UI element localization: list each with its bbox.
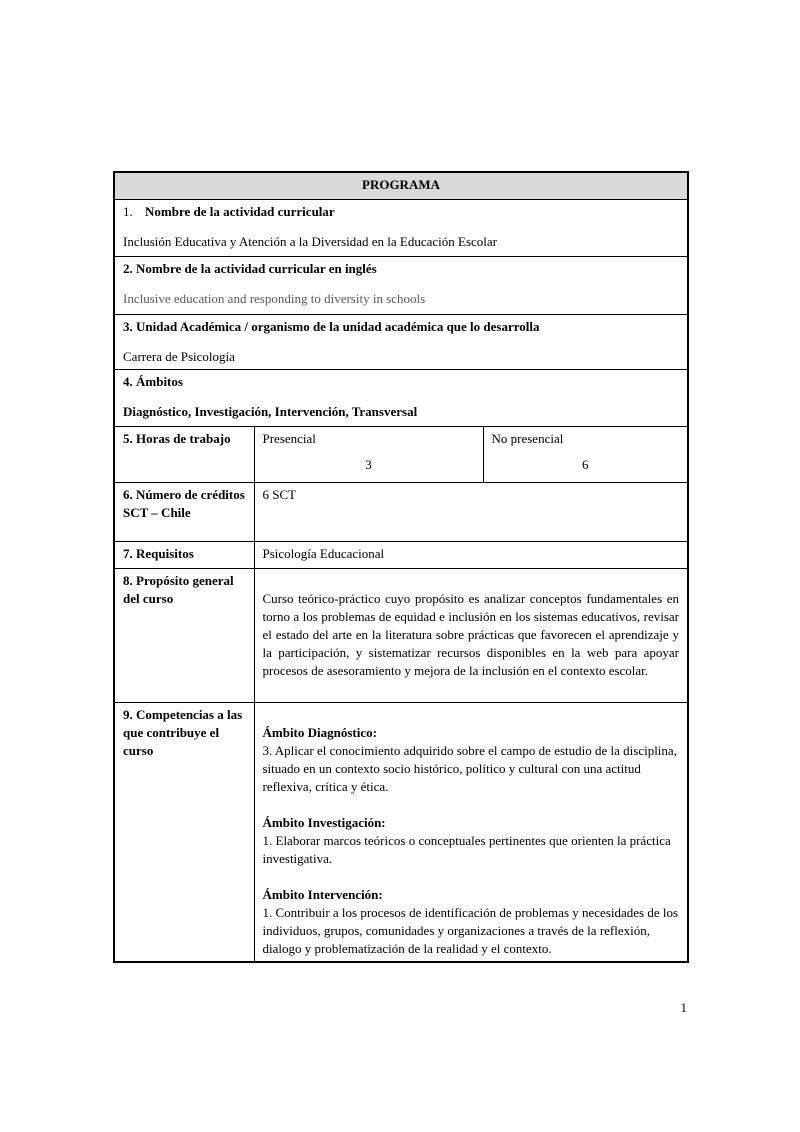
requirements-label: 7. Requisitos — [123, 546, 194, 561]
competency-heading: Ámbito Investigación: — [262, 815, 386, 830]
table-row-requirements — [114, 542, 688, 569]
course-name-english-cell — [114, 257, 688, 315]
course-name-value: Inclusión Educativa y Atención a la Diversidad en la Educación Escolar — [123, 234, 497, 249]
no-presencial-label: No presencial — [491, 431, 564, 446]
credits-value: 6 SCT — [262, 487, 297, 502]
table-row-header — [114, 172, 688, 200]
course-program-table — [113, 171, 689, 963]
work-hours-label-cell — [114, 427, 254, 483]
course-name-cell — [114, 200, 688, 257]
work-hours-label: 5. Horas de trabajo — [123, 431, 231, 446]
ambitos-value: Diagnóstico, Investigación, Intervención, Transversal — [123, 404, 418, 419]
course-name-english-value: Inclusive education and responding to diversity in schools — [123, 291, 426, 306]
credits-label-cell — [114, 483, 254, 542]
presencial-label: Presencial — [262, 431, 316, 446]
presencial-cell — [254, 427, 483, 483]
course-name-english-label: 2. Nombre de la actividad curricular en inglés — [123, 261, 377, 276]
presencial-value: 3 — [365, 457, 372, 472]
competency-section-diagnostico — [263, 724, 680, 796]
table-row-ambitos — [114, 370, 688, 427]
competencies-label-cell — [114, 703, 254, 963]
academic-unit-cell — [114, 315, 688, 370]
ambitos-label: 4. Ámbitos — [123, 374, 183, 389]
purpose-value-cell — [254, 569, 688, 703]
purpose-value: Curso teórico-práctico cuyo propósito es analizar conceptos fundamentales en torno a los problemas de equidad e inclusión en los sistemas educativos, revisar el estado del arte en la literatura sobre prácticas que favorecen el aprendizaje y la participación, y sistematizar recursos disponibles en la web para apoyar procesos de asesoramiento y mejora de la inclusión en el contexto escolar. — [262, 591, 679, 678]
table-title: PROGRAMA — [114, 172, 688, 200]
competency-heading: Ámbito Intervención: — [262, 887, 383, 902]
page-number: 1 — [680, 1000, 687, 1015]
table-row-competencies — [114, 703, 688, 963]
competency-body: 1. Elaborar marcos teóricos o conceptuales pertinentes que orienten la práctica investigativa. — [262, 833, 671, 866]
competency-heading: Ámbito Diagnóstico: — [262, 725, 377, 740]
no-presencial-value: 6 — [582, 457, 589, 472]
competency-section-intervencion — [263, 886, 680, 958]
requirements-label-cell — [114, 542, 254, 569]
table-row-work-hours — [114, 427, 688, 483]
credits-label: 6. Número de créditos SCT – Chile — [123, 487, 245, 520]
course-name-heading — [123, 203, 679, 221]
no-presencial-cell — [483, 427, 688, 483]
competencies-label: 9. Competencias a las que contribuye el curso — [123, 707, 243, 758]
course-name-label: Nombre de la actividad curricular — [145, 204, 335, 219]
course-name-number: 1. — [123, 204, 133, 219]
competency-body: 1. Contribuir a los procesos de identificación de problemas y necesidades de los individuos, grupos, comunidades y organizaciones a través de la reflexión, dialogo y problematización de la realidad y el contexto. — [262, 905, 679, 956]
credits-value-cell — [254, 483, 688, 542]
ambitos-cell — [114, 370, 688, 427]
table-row-credits — [114, 483, 688, 542]
table-row-purpose — [114, 569, 688, 703]
table-row-course-name-english — [114, 257, 688, 315]
purpose-label-cell — [114, 569, 254, 703]
competency-body: 3. Aplicar el conocimiento adquirido sobre el campo de estudio de la disciplina, situado en un contexto socio histórico, político y cultural con una actitud reflexiva, crítica y ética. — [262, 743, 677, 794]
table-row-course-name — [114, 200, 688, 257]
table-row-academic-unit — [114, 315, 688, 370]
competency-section-investigacion — [263, 814, 680, 868]
academic-unit-label: 3. Unidad Académica / organismo de la unidad académica que lo desarrolla — [123, 319, 540, 334]
purpose-label: 8. Propósito general del curso — [123, 573, 234, 606]
academic-unit-value: Carrera de Psicología — [123, 349, 235, 364]
competencies-value-cell — [254, 703, 688, 963]
requirements-value: Psicología Educacional — [262, 546, 385, 561]
requirements-value-cell — [254, 542, 688, 569]
